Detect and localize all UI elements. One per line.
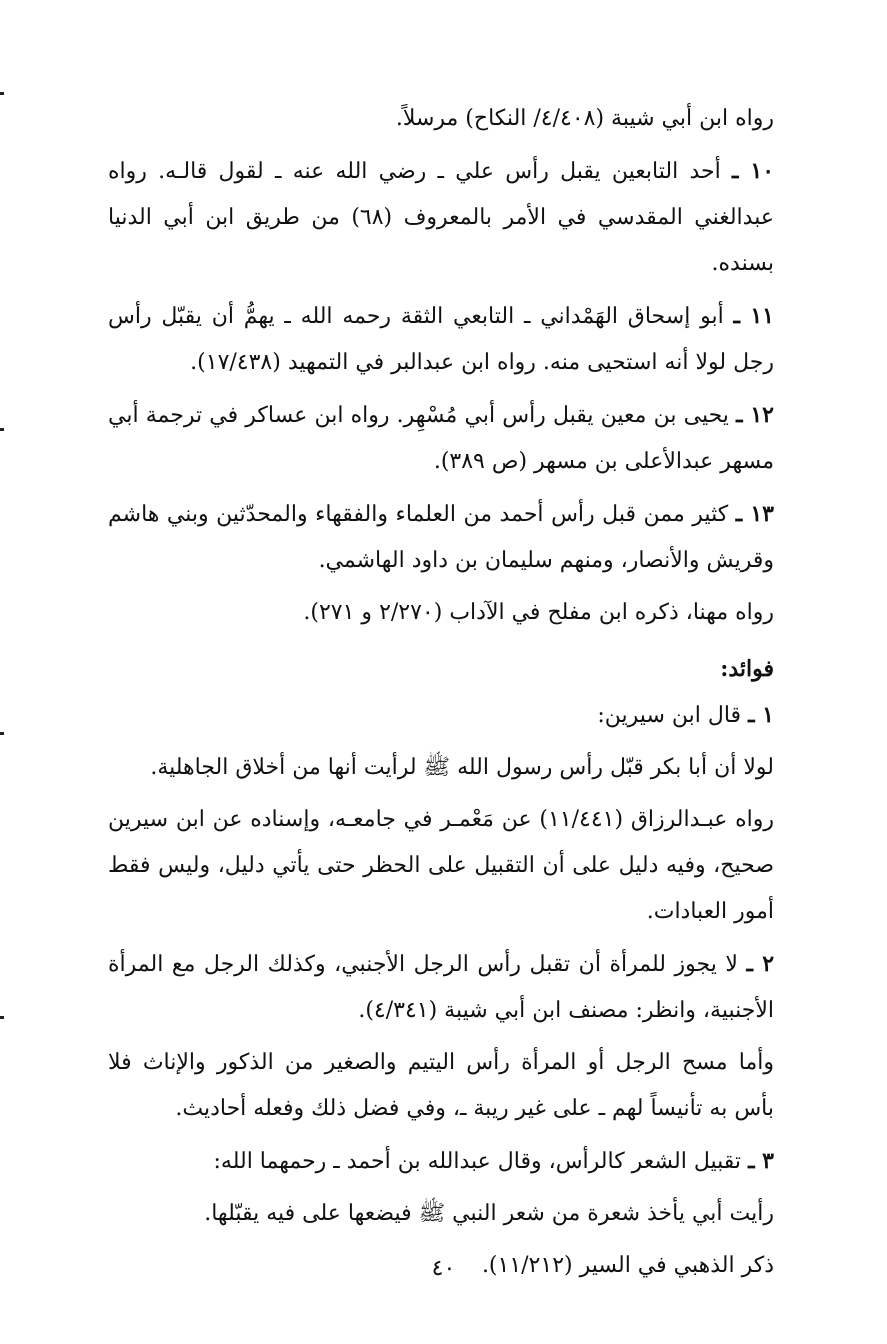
paragraph-text: قال ابن سيرين: [597, 703, 742, 728]
paragraph-text: ذكر الذهبي في السير (١١/٢١٢). [481, 1253, 774, 1278]
item-number: ٢ ـ [746, 951, 775, 977]
section-heading: فوائد: [720, 656, 774, 682]
item-number: ١٢ ـ [736, 402, 774, 428]
item-number: ١١ ـ [733, 303, 774, 329]
paragraph-text: يحيى بن معين يقبل رأس أبي مُسْهِر. رواه ابن عساكر في ترجمة أبي مسهر عبدالأعلى بن مسهر (ص ٣٨٩). [108, 403, 774, 474]
margin-mark [0, 428, 4, 431]
paragraph-text: تقبيل الشعر كالرأس، وقال عبدالله بن أحمد ـ رحمهما الله: [213, 1149, 742, 1174]
paragraph [108, 148, 808, 287]
paragraph [108, 692, 808, 739]
paragraph [108, 797, 808, 935]
item-number: ٣ ـ [748, 1148, 774, 1174]
paragraph [108, 1191, 808, 1237]
paragraph [108, 392, 808, 485]
paragraph [108, 491, 808, 584]
paragraph-text: رأيت أبي يأخذ شعرة من شعر النبي ﷺ فيضعها على فيه يقبّلها. [204, 1201, 774, 1226]
page-number: ٤٠ [431, 1256, 456, 1281]
margin-mark [0, 732, 4, 735]
paragraph [108, 96, 808, 142]
paragraph [108, 293, 808, 386]
item-number: ١ ـ [748, 702, 774, 728]
paragraph [108, 745, 808, 791]
paragraph-text: لا يجوز للمرأة أن تقبل رأس الرجل الأجنبي، وكذلك الرجل مع المرأة الأجنبية، وانظر: مصنف ابن أبي شيبة (٤/٣٤١). [108, 952, 774, 1023]
paragraph [108, 590, 808, 636]
paragraph-text: رواه مهنا، ذكره ابن مفلح في الآداب (٢/٢٧٠ و ٢٧١). [303, 600, 774, 625]
paragraph-text: كثير ممن قبل رأس أحمد من العلماء والفقهاء والمحدّثين وبني هاشم وقريش والأنصار، ومنهم سليمان بن داود الهاشمي. [108, 502, 774, 573]
paragraph-text: رواه عبـدالرزاق (١١/٤٤١) عن مَعْمـر في جامعـه، وإسناده عن ابن سيرين صحيح، وفيه دليل على أن التقبيل على الحظر حتى يأتي دليل، وليس فقط أمور العبادات. [108, 807, 774, 924]
item-number: ١٠ ـ [732, 158, 775, 184]
item-number: ١٣ ـ [735, 501, 774, 527]
paragraph [108, 1138, 808, 1185]
page-body [108, 96, 808, 1289]
paragraph-text: وأما مسح الرجل أو المرأة رأس اليتيم والصغير من الذكور والإناث فلا بأس به تأنيساً لهم ـ على غير ريبة ـ، وفي فضل ذلك وفعله أحاديث. [108, 1050, 774, 1121]
paragraph [108, 941, 808, 1034]
paragraph-text: أحد التابعين يقبل رأس علي ـ رضي الله عنه ـ لقول قالـه. رواه عبدالغني المقدسي في الأمر بالمعروف (٦٨) من طريق ابن أبي الدنيا بسنده. [108, 159, 774, 276]
paragraph-text: رواه ابن أبي شيبة (٤/٤٠٨/ النكاح) مرسلاً. [395, 106, 774, 131]
margin-mark [0, 92, 4, 95]
paragraph-text: لولا أن أبا بكر قبّل رأس رسول الله ﷺ لرأيت أنها من أخلاق الجاهلية. [150, 755, 774, 780]
paragraph [108, 1040, 808, 1132]
margin-mark [0, 1016, 4, 1019]
paragraph-text: أبو إسحاق الهَمْداني ـ التابعي الثقة رحمه الله ـ يهمُّ أن يقبّل رأس رجل لولا أنه استحيى منه. رواه ابن عبدالبر في التمهيد (١٧/٤٣٨). [108, 304, 774, 375]
